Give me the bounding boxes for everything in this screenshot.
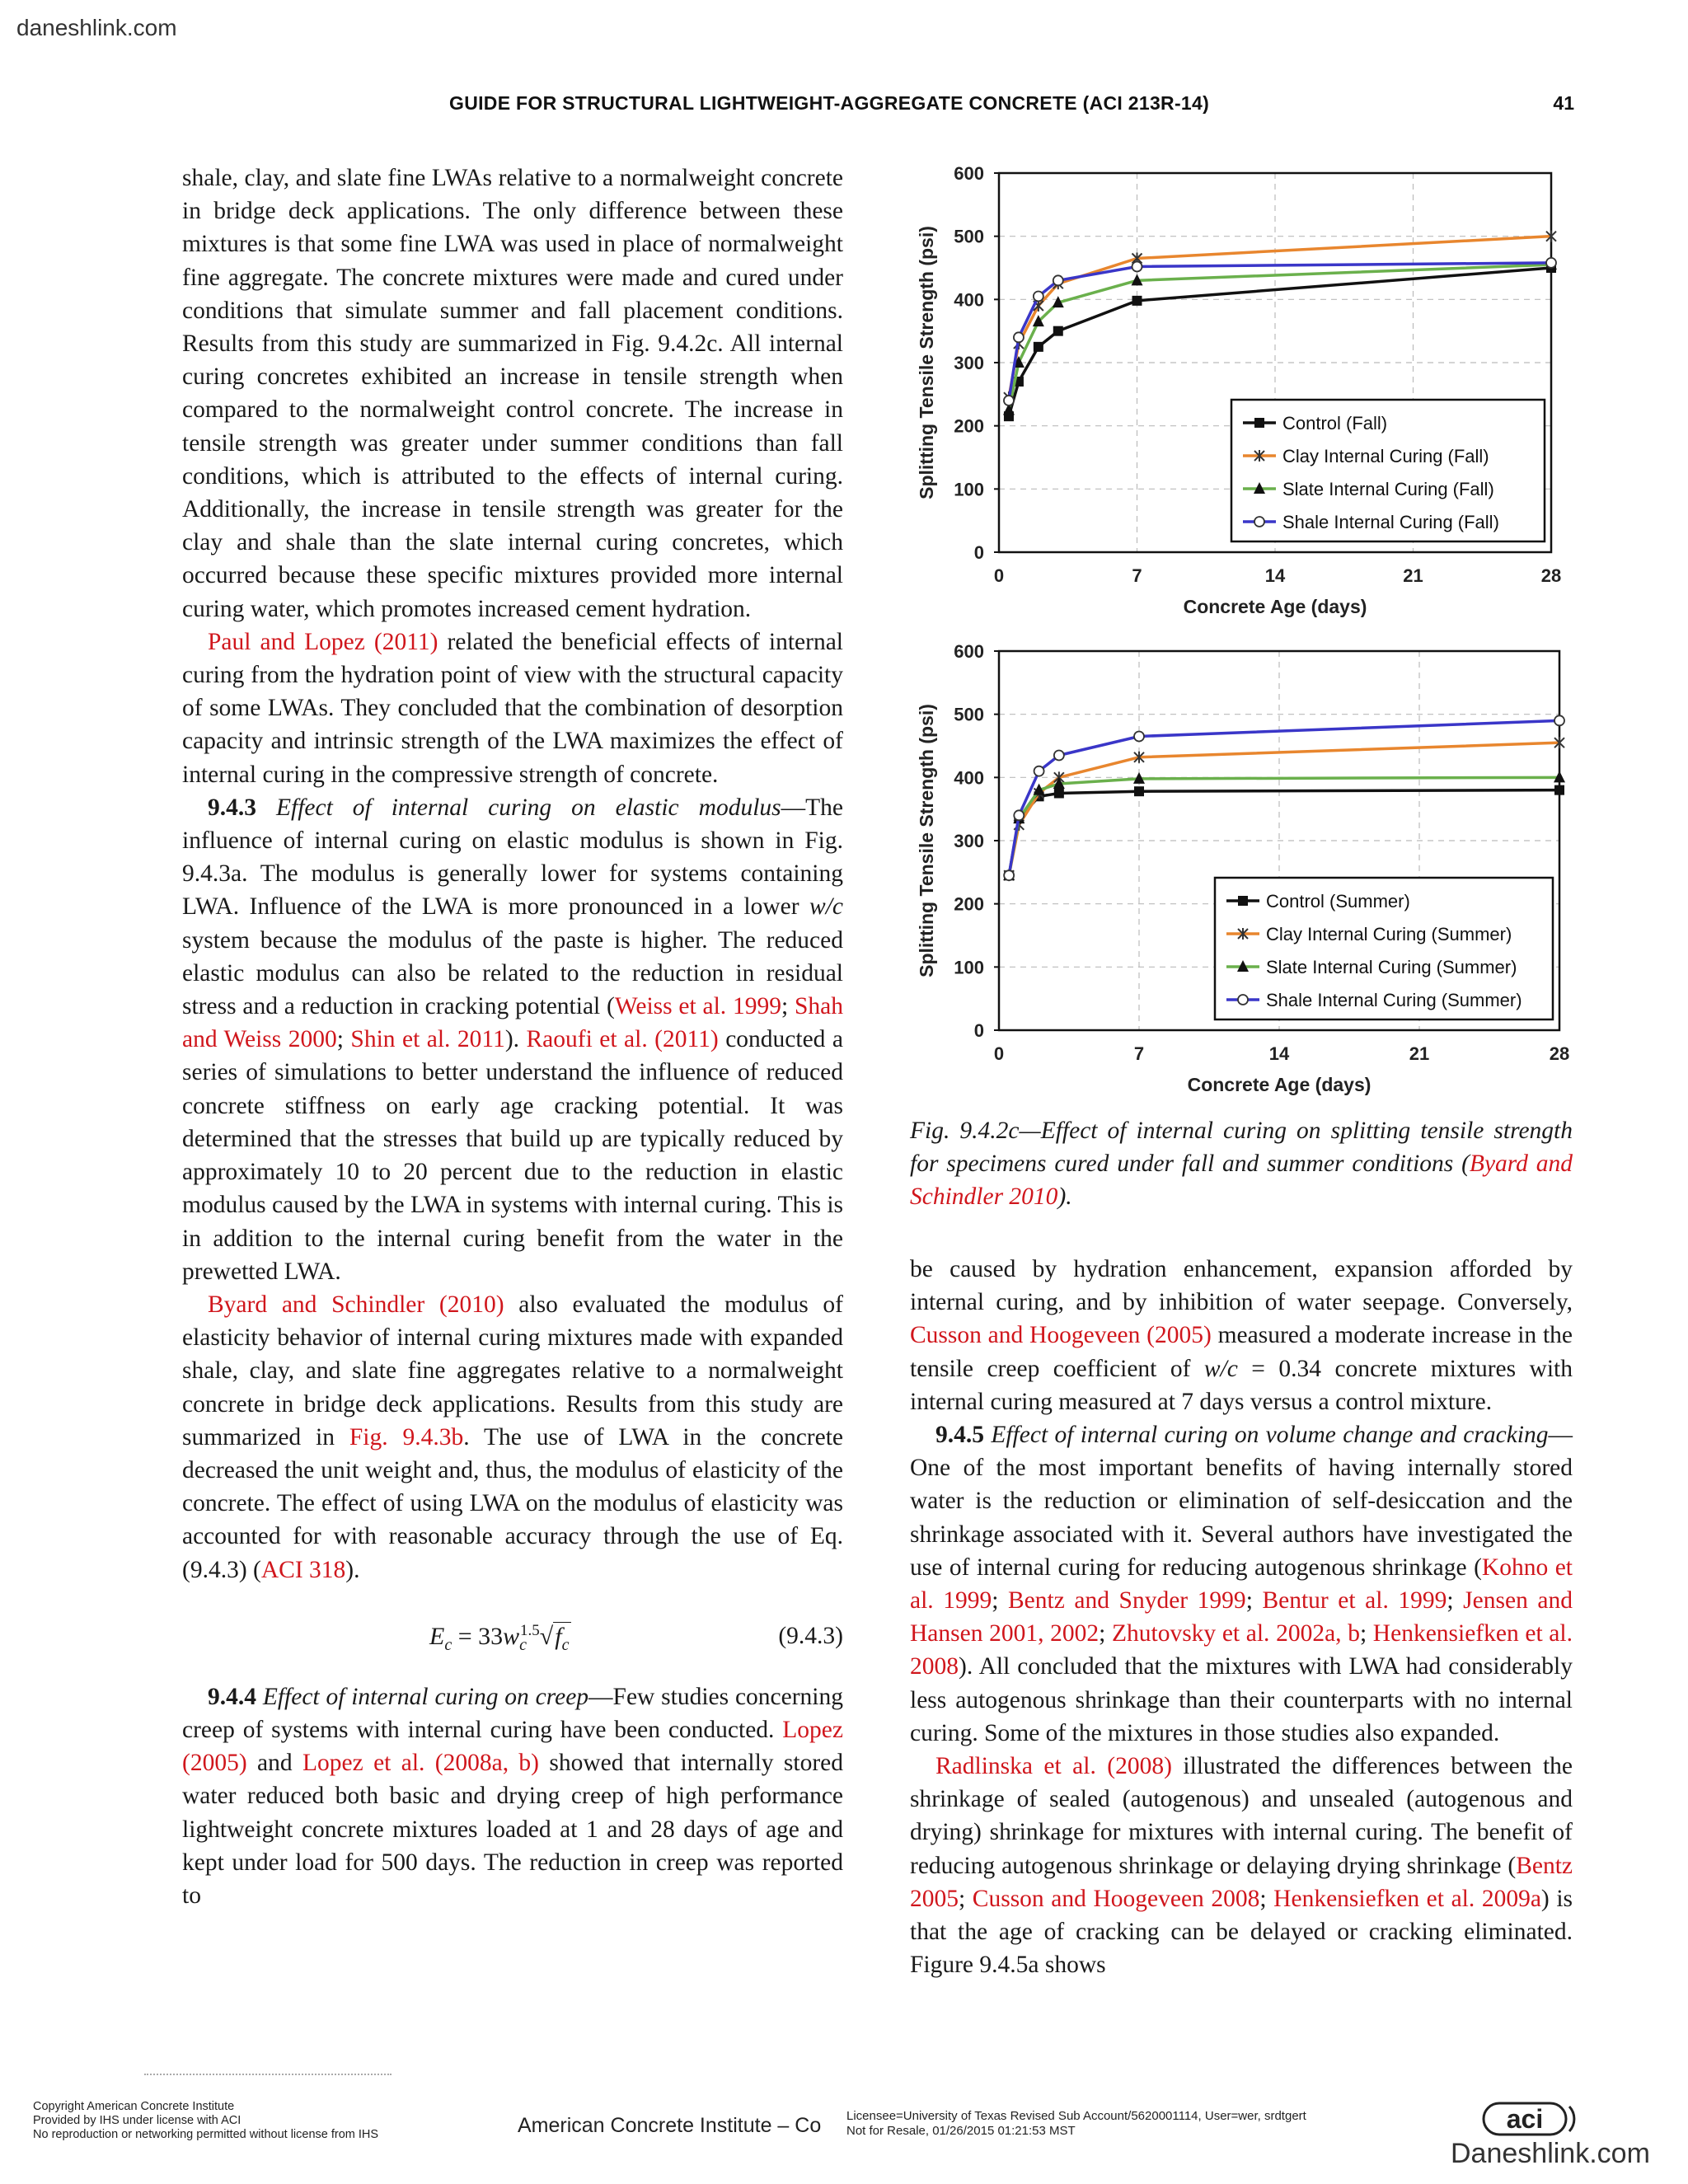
legend-label: Clay Internal Curing (Summer) <box>1266 924 1512 944</box>
x-axis-title: Concrete Age (days) <box>1187 1074 1372 1095</box>
y-tick-label: 0 <box>973 1020 984 1041</box>
section-title: Effect of internal curing on volume change and cracking <box>991 1422 1549 1449</box>
x-tick-label: 0 <box>993 1043 1005 1064</box>
paragraph: Radlinska et al. (2008) illustrated the differences between the shrinkage of sealed (autogenous) and unsealed (autogenous and drying) shrinkage for mixtures with internal curing. The benefit of reducing autogenous shrinkage or delaying drying shrinkage (Bentz 2005; Cusson and Hoogeveen 2008; Henkensiefken et al. 2009a) is that the age of cracking can be delayed or cracking eliminated. Figure 9.4.5a shows <box>910 1753 1573 1979</box>
citation-link[interactable]: Lopez et al. (2008a, b) <box>302 1750 540 1777</box>
data-point <box>1238 995 1248 1005</box>
series-line <box>1009 743 1559 875</box>
citation-link[interactable]: Cusson and Hoogeveen 2008 <box>972 1885 1260 1912</box>
x-tick-label: 21 <box>1409 1043 1430 1064</box>
paragraph: Byard and Schindler (2010) also evaluated the modulus of elasticity behavior of internal curing mixtures made with expanded shale, clay, and slate fine aggregates relative to a normalweight concrete in bridge deck applications. Results from this study are summarized in Fig. 9.4.3b. The use of LWA in the concrete decreased the unit weight and, thus, the modulus of elasticity of the concrete. The effect of using LWA on the modulus of elasticity was accounted for with reasonable accuracy through the use of Eq. (9.4.3) (ACI 318). <box>182 1291 844 1583</box>
aci-logo-icon <box>1480 2098 1579 2138</box>
section-9-4-4: 9.4.4 Effect of internal curing on creep—Few studies concerning creep of systems with internal curing have been conducted. Lopez (2005) and Lopez et al. (2008a, b) showed that internally stored water reduced both basic and drying creep of high performance lightweight concrete mixtures loaded at 1 and 28 days of age and kept under load for 500 days. The reduction in creep was reported to <box>182 1683 843 1909</box>
citation-link[interactable]: Cusson and Hoogeveen (2005) <box>910 1322 1212 1349</box>
data-point <box>1554 715 1564 725</box>
y-axis-title: Splitting Tensile Strength (psi) <box>916 226 937 499</box>
data-point <box>1238 896 1248 906</box>
chart-summer <box>916 641 1569 1095</box>
data-point <box>1004 870 1014 880</box>
y-axis-title: Splitting Tensile Strength (psi) <box>916 704 937 977</box>
citation-link[interactable]: Byard and Schindler 2010 <box>910 1151 1573 1210</box>
equation-number: (9.4.3) <box>778 1622 843 1649</box>
y-tick-label: 400 <box>954 767 984 789</box>
x-tick-label: 14 <box>1264 565 1286 586</box>
publisher-name: American Concrete Institute – Co <box>518 2114 822 2137</box>
citation-link[interactable]: Byard and Schindler (2010) <box>208 1291 504 1318</box>
y-tick-label: 200 <box>954 415 984 437</box>
data-point <box>1134 732 1144 742</box>
left-column <box>182 162 843 1912</box>
watermark-site: daneshlink.com <box>16 15 177 40</box>
citation-link[interactable]: Weiss et al. 1999 <box>614 993 781 1020</box>
citation-link[interactable]: Jensen and Hansen 2001, 2002 <box>910 1587 1573 1647</box>
right-column <box>910 1253 1573 1981</box>
y-tick-label: 100 <box>954 479 984 500</box>
x-tick-label: 28 <box>1540 565 1562 586</box>
citation-link[interactable]: Henkensiefken et al. 2009a <box>1273 1885 1541 1912</box>
citation-link[interactable]: Kohno et al. 1999 <box>910 1554 1573 1615</box>
header-title: GUIDE FOR STRUCTURAL LIGHTWEIGHT-AGGREGATE CONCRETE (ACI 213R-14) <box>449 92 1210 114</box>
paragraph: be caused by hydration enhancement, expansion afforded by internal curing, and by inhibition of water seepage. Conversely, Cusson and Hoogeveen (2005) measured a moderate increase in the tensile creep coefficient of w/c = 0.34 concrete mixtures with internal curing measured at 7 days versus a control mixture. <box>910 1256 1573 1415</box>
data-point <box>1132 296 1142 306</box>
data-point <box>1034 292 1043 302</box>
series-line <box>1009 720 1559 875</box>
section-number: 9.4.5 <box>935 1422 984 1449</box>
y-tick-label: 300 <box>954 831 984 851</box>
citation-link[interactable]: Raoufi et al. (2011) <box>526 1026 719 1053</box>
data-point <box>1546 258 1556 268</box>
legend-label: Control (Fall) <box>1282 413 1388 434</box>
page-number: 41 <box>1553 92 1574 114</box>
paragraph: Paul and Lopez (2011) related the beneficial effects of internal curing from the hydration point of view with the structural capacity of some LWAs. They concluded that the combination of desorption capacity and intrinsic strength of the LWA maximizes the effect of internal curing in the compressive strength of concrete. <box>182 628 843 788</box>
citation-link[interactable]: Shin et al. 2011 <box>350 1026 505 1053</box>
copyright-notice: Copyright American Concrete Institute Provided by IHS under license with ACI No reproduction or networking permitted without license from IHS <box>33 2100 379 2141</box>
citation-link[interactable]: Lopez (2005) <box>182 1716 843 1777</box>
y-tick-label: 100 <box>954 957 984 978</box>
svg-text:aci: aci <box>1506 2104 1544 2134</box>
y-tick-label: 500 <box>954 226 984 247</box>
watermark-site: Daneshlink.com <box>1451 2138 1650 2169</box>
legend-label: Shale Internal Curing (Summer) <box>1266 990 1522 1010</box>
data-point <box>1034 766 1044 776</box>
y-tick-label: 300 <box>954 353 984 373</box>
legend-label: Shale Internal Curing (Fall) <box>1282 512 1499 532</box>
x-tick-label: 7 <box>1132 565 1142 586</box>
citation-link[interactable]: Henkensiefken et al. 2008 <box>910 1620 1573 1680</box>
license-notice: Licensee=University of Texas Revised Sub Account/5620001114, User=wer, srdtgert Not for Resale, 01/26/2015 01:21:53 MST <box>846 2109 1306 2138</box>
section-number: 9.4.4 <box>208 1683 256 1710</box>
x-tick-label: 14 <box>1268 1043 1290 1064</box>
citation-link[interactable]: Shah and Weiss 2000 <box>182 993 844 1053</box>
legend-label: Clay Internal Curing (Fall) <box>1282 446 1489 466</box>
x-tick-label: 21 <box>1403 565 1423 586</box>
legend-label: Control (Summer) <box>1266 891 1410 912</box>
series-line <box>1009 265 1551 410</box>
y-tick-label: 0 <box>973 542 984 563</box>
x-tick-label: 0 <box>993 565 1005 586</box>
citation-link[interactable]: ACI 318 <box>260 1556 346 1583</box>
figure-link[interactable]: Fig. 9.4.3b <box>349 1423 464 1451</box>
data-point <box>1054 751 1064 761</box>
series-line <box>1009 237 1551 398</box>
citation-link[interactable]: Radlinska et al. (2008) <box>935 1753 1172 1780</box>
series-line <box>1009 790 1559 876</box>
section-9-4-3: 9.4.3 Effect of internal curing on elastic modulus—The influence of internal curing on elastic modulus is shown in Fig. 9.4.3a. The modulus is generally lower for systems containing LWA. Influence of the LWA is more pronounced in a lower w/c system because the modulus of the paste is higher. The reduced elastic modulus can also be related to the reduction in residual stress and a reduction in cracking potential (Weiss et al. 1999; Shah and Weiss 2000; Shin et al. 2011). Raoufi et al. (2011) conducted a series of simulations to better understand the influence of reduced concrete stiffness on early age cracking potential. It was determined that the stresses that build up are typically reduced by approximately 10 to 20 percent due to the reduction in elastic modulus caused by the LWA in systems with internal curing. This is in addition to the internal curing benefit from the water in the prewetted LWA. <box>182 794 844 1285</box>
x-tick-label: 28 <box>1549 1043 1570 1064</box>
equation-formula: $E_c = 33w_c^{1.5}√f_c$ <box>429 1621 570 1654</box>
data-point <box>1254 418 1264 428</box>
data-point <box>1014 332 1024 342</box>
y-tick-label: 600 <box>954 163 984 184</box>
citation-link[interactable]: Bentz and Snyder 1999 <box>1008 1587 1246 1615</box>
citation-link[interactable]: Zhutovsky et al. 2002a, b <box>1111 1620 1360 1647</box>
data-point <box>1134 786 1144 796</box>
data-point <box>1054 789 1064 799</box>
x-axis-title: Concrete Age (days) <box>1183 596 1367 617</box>
data-point <box>1053 326 1063 336</box>
divider <box>144 2074 392 2075</box>
y-tick-label: 500 <box>954 704 984 725</box>
data-point <box>1053 275 1063 285</box>
section-9-4-5: 9.4.5 Effect of internal curing on volume change and cracking—One of the most important benefits of having internally stored water is the reduction or elimination of self-desiccation and the shrinkage associated with it. Several authors have investigated the use of internal curing for reducing autogenous shrinkage (Kohno et al. 1999; Bentz and Snyder 1999; Bentur et al. 1999; Jensen and Hansen 2001, 2002; Zhutovsky et al. 2002a, b; Henkensiefken et al. 2008). All concluded that the mixtures with LWA had considerably less autogenous shrinkage than their counterparts with no internal curing. Some of the mixtures in those studies also expanded. <box>910 1422 1573 1746</box>
data-point <box>1132 261 1142 271</box>
legend-label: Slate Internal Curing (Summer) <box>1266 957 1517 977</box>
y-tick-label: 200 <box>954 893 984 915</box>
x-tick-label: 7 <box>1133 1043 1145 1064</box>
citation-link[interactable]: Bentz 2005 <box>910 1852 1573 1912</box>
y-tick-label: 600 <box>954 641 984 662</box>
data-point <box>1014 810 1024 820</box>
section-title: Effect of internal curing on creep <box>262 1683 589 1710</box>
data-point <box>1254 517 1264 527</box>
data-point <box>1004 396 1014 405</box>
series-line <box>1009 263 1551 401</box>
chart-fall <box>916 163 1561 617</box>
data-point <box>1034 342 1043 352</box>
figure-caption: Fig. 9.4.2c—Effect of internal curing on splitting tensile strength for specimens cured under fall and summer conditions (Byard and Schindler 2010). <box>910 1118 1573 1210</box>
paragraph: shale, clay, and slate fine LWAs relative to a normalweight concrete in bridge deck applications. The only difference between these mixtures is that some fine LWA was used in place of normalweight fine aggregate. The concrete mixtures were made and cured under conditions that simulate summer and fall placement conditions. Results from this study are summarized in Fig. 9.4.2c. All internal curing concretes exhibited an increase in tensile strength when compared to the normalweight control concrete. The increase in tensile strength was greater under summer conditions than fall conditions, which is attributed to the effects of internal curing. Additionally, the increase in tensile strength was greater for the clay and shale than the slate internal curing concretes, which occurred because these specific mixtures provided more internal curing water, which promotes increased cement hydration. <box>182 165 843 622</box>
figure-9-4-2c <box>907 157 1591 1096</box>
data-point <box>1554 785 1564 795</box>
citation-link[interactable]: Bentur et al. 1999 <box>1262 1587 1447 1615</box>
section-number: 9.4.3 <box>208 794 256 821</box>
y-tick-label: 400 <box>954 289 984 311</box>
section-title: Effect of internal curing on elastic modulus <box>276 794 781 821</box>
legend-label: Slate Internal Curing (Fall) <box>1282 479 1494 499</box>
equation-9-4-3 <box>182 1605 843 1659</box>
citation-link[interactable]: Paul and Lopez (2011) <box>208 628 438 655</box>
series-line <box>1009 268 1551 416</box>
